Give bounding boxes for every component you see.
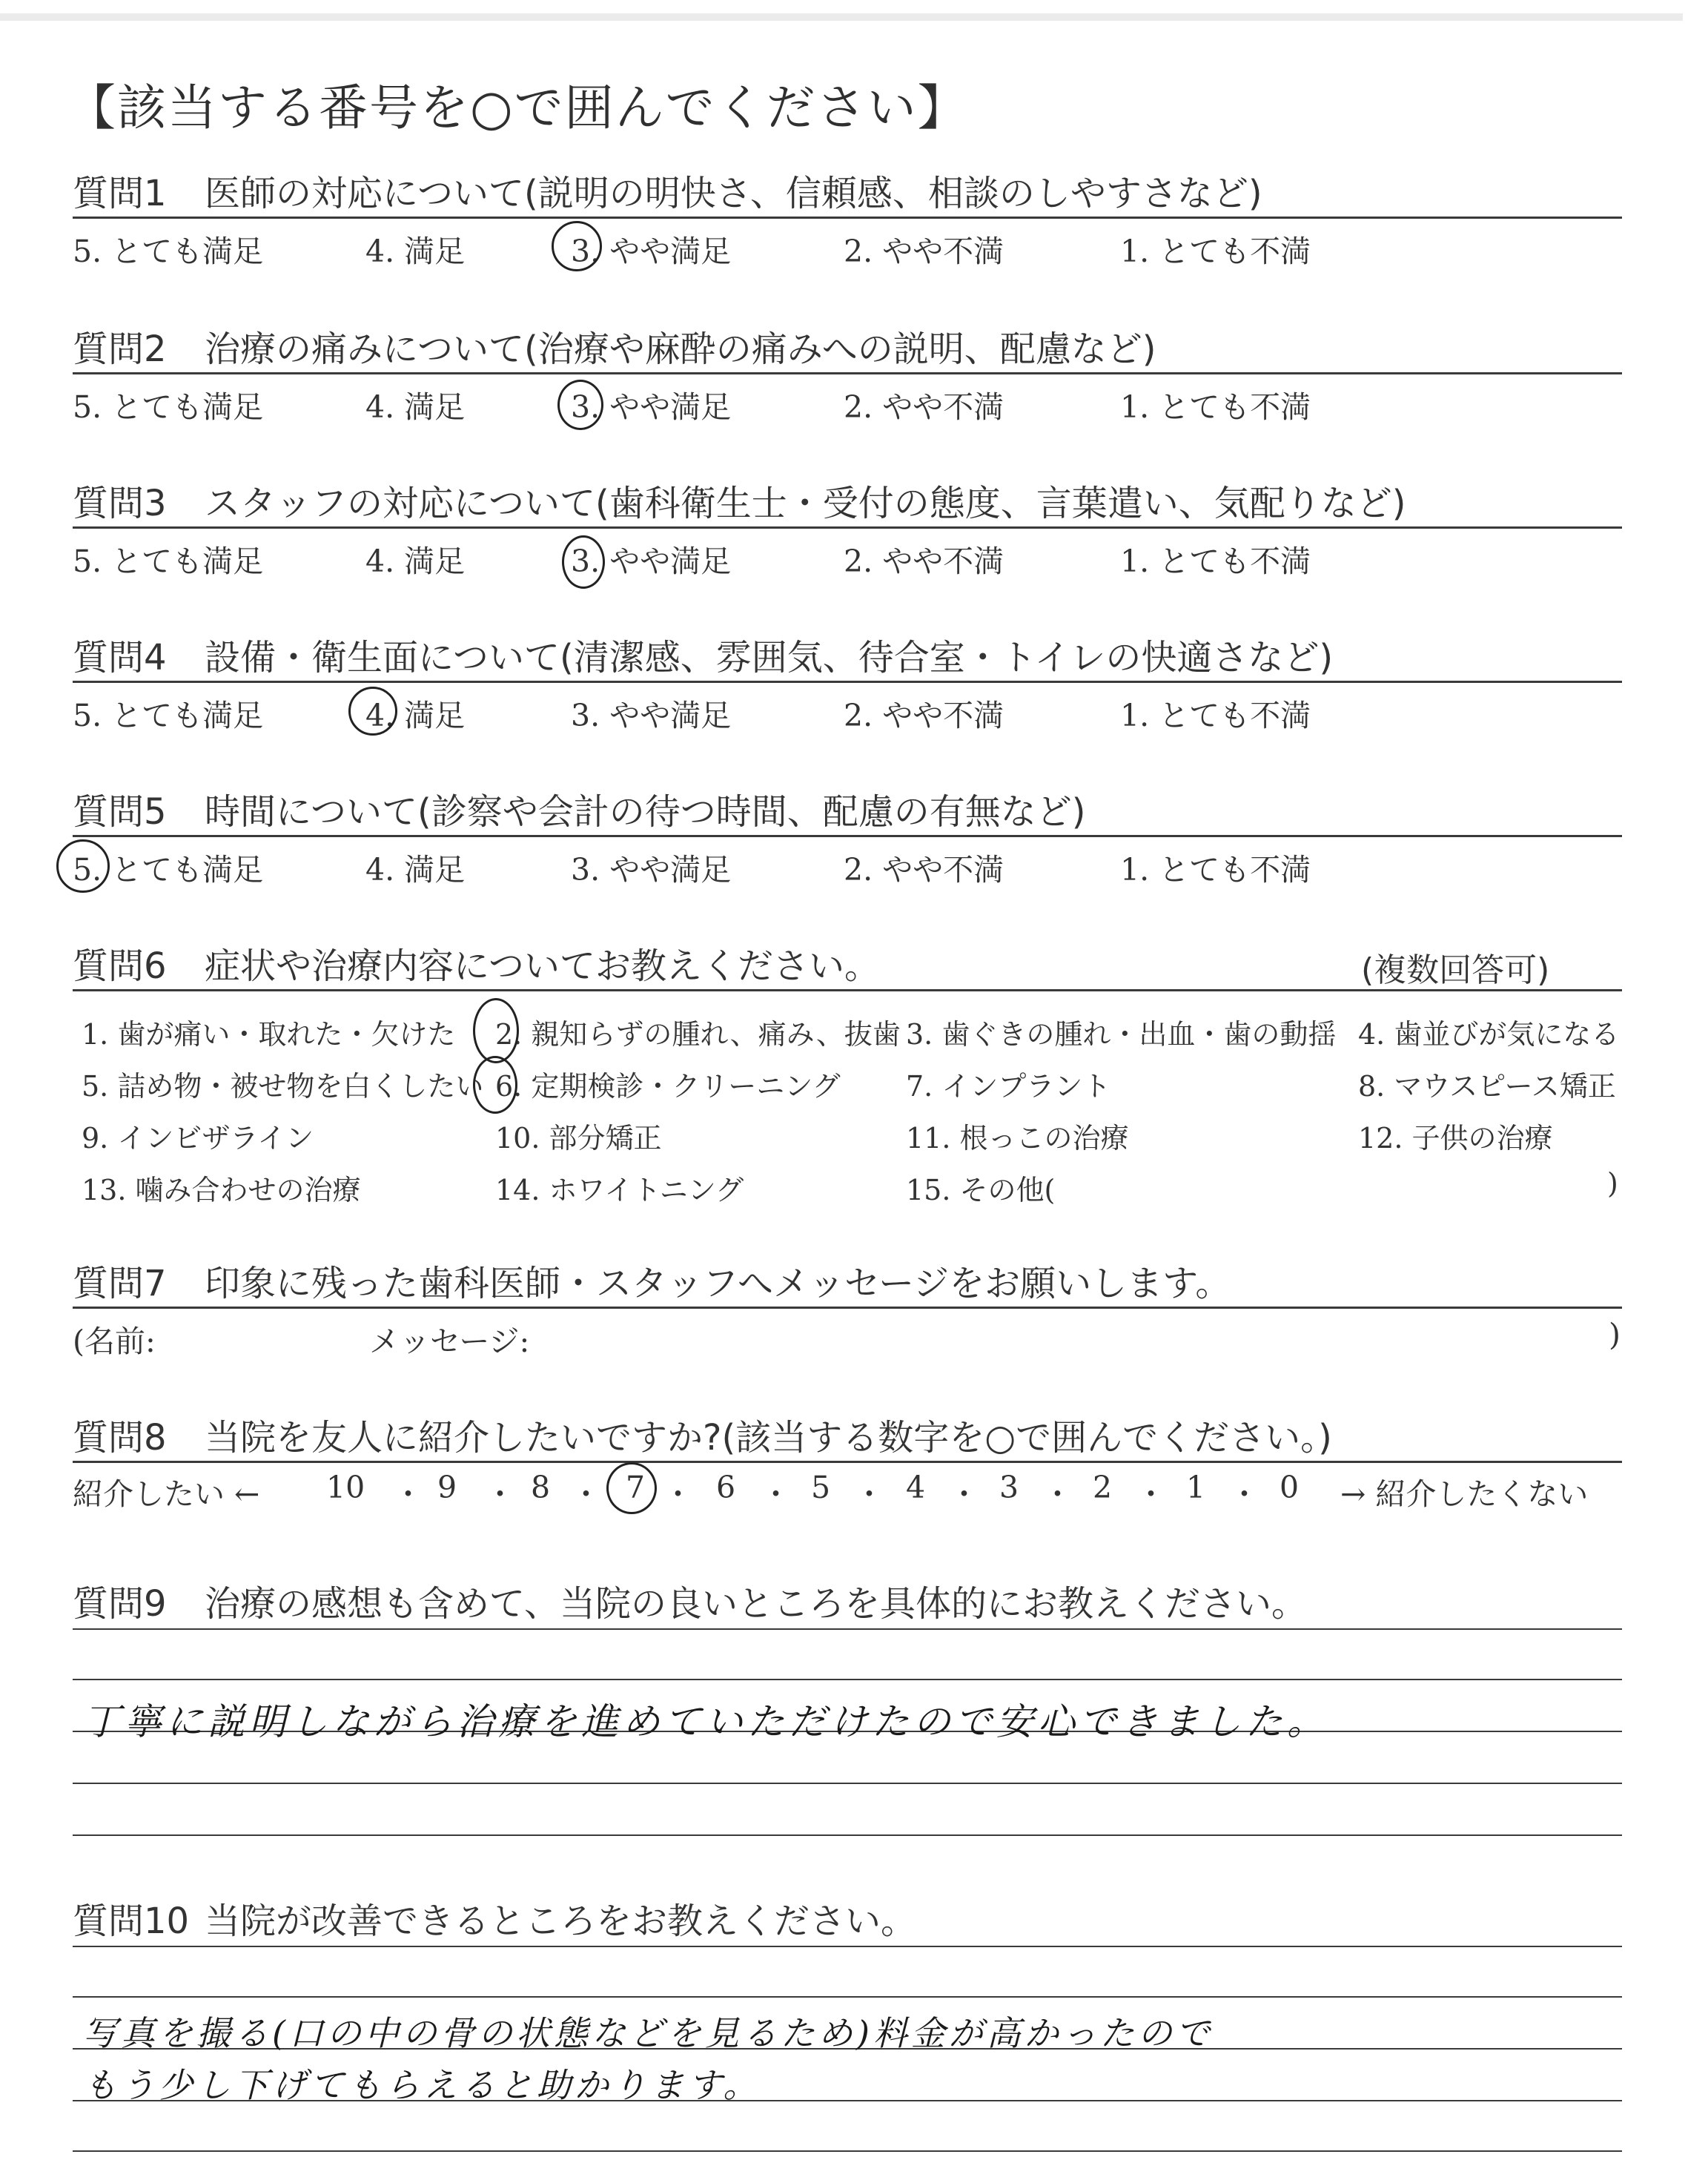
scale-2[interactable]: 2 (1093, 1470, 1113, 1505)
option-4[interactable]: 4. 満足 (365, 234, 466, 269)
q6-option-10[interactable]: 10. 部分矯正 (495, 1122, 662, 1155)
option-4[interactable]: 4. 満足 (365, 544, 466, 579)
selection-circle (562, 535, 605, 589)
q6-option-14[interactable]: 14. ホワイトニング (495, 1174, 744, 1206)
question-title: 印象に残った歯科医師・スタッフへメッセージをお願いします。 (205, 1263, 1231, 1304)
answer-line (73, 2150, 1622, 2152)
option-4[interactable]: 4. 満足 (365, 389, 466, 425)
divider (73, 681, 1622, 683)
handwritten-answer-q10-line2: もう少し下げてもらえると助かります。 (83, 2065, 761, 2105)
option-2[interactable]: 2. やや不満 (844, 698, 1004, 733)
option-5[interactable]: 5. とても満足 (73, 234, 264, 269)
scale-4[interactable]: 4 (906, 1470, 926, 1505)
question-number: 質問6 (73, 945, 167, 987)
question-5 (73, 783, 1622, 888)
question-title: 医師の対応について(説明の明快さ、信頼感、相談のしやすさなど) (205, 173, 1262, 214)
message-label: メッセージ: (369, 1324, 530, 1359)
selection-circle (348, 687, 397, 736)
scale-dot: ・ (571, 1476, 601, 1512)
question-title: 治療の感想も含めて、当院の良いところを具体的にお教えください。 (205, 1583, 1308, 1625)
option-1[interactable]: 1. とても不満 (1120, 234, 1311, 269)
q6-option-7[interactable]: 7. インプラント (906, 1070, 1111, 1103)
question-title: 当院を友人に紹介したいですか?(該当する数字を○で囲んでください。) (205, 1417, 1332, 1459)
q6-option-13[interactable]: 13. 噛み合わせの治療 (82, 1174, 361, 1206)
question-7 (73, 1255, 1622, 1359)
divider (73, 372, 1622, 374)
question-title: 当院が改善できるところをお教えください。 (205, 1900, 917, 1942)
scale-dot: ・ (761, 1476, 791, 1512)
scale-5[interactable]: 5 (811, 1470, 831, 1505)
scale-7[interactable]: 7 (626, 1470, 646, 1505)
recommend-right-label: → 紹介したくない (1340, 1476, 1589, 1512)
answer-line (73, 1946, 1622, 1947)
selection-circle (552, 221, 602, 271)
option-2[interactable]: 2. やや不満 (844, 389, 1004, 425)
option-5[interactable]: 5. とても満足 (73, 389, 264, 425)
selection-circle (557, 380, 603, 430)
scale-0[interactable]: 0 (1280, 1470, 1300, 1505)
scale-dot: ・ (663, 1476, 693, 1512)
question-3 (73, 475, 1622, 579)
scale-8[interactable]: 8 (531, 1470, 551, 1505)
scale-9[interactable]: 9 (437, 1470, 457, 1505)
scan-edge (0, 13, 1683, 21)
question-4 (73, 629, 1622, 733)
question-title: 時間について(診察や会計の待つ時間、配慮の有無など) (205, 791, 1086, 833)
q6-option-9[interactable]: 9. インビザライン (82, 1122, 314, 1155)
divider (73, 1461, 1622, 1463)
recommend-left-label: 紹介したい ← (73, 1476, 260, 1512)
name-label: (名前: (73, 1324, 156, 1359)
answer-line (73, 1679, 1622, 1680)
selection-circle (56, 839, 110, 893)
multiple-answers-note: (複数回答可) (1361, 951, 1550, 989)
selection-circle (473, 998, 519, 1063)
question-number: 質問1 (73, 173, 167, 214)
option-3[interactable]: 3. やや満足 (571, 698, 732, 733)
q6-option-4[interactable]: 4. 歯並びが気になる (1358, 1018, 1620, 1051)
divider (73, 835, 1622, 837)
question-title: スタッフの対応について(歯科衛生士・受付の態度、言葉遣い、気配りなど) (205, 483, 1406, 524)
selection-circle (473, 1056, 517, 1114)
form-instruction: 【該当する番号を○で囲んでください】 (67, 79, 968, 136)
question-1 (73, 165, 1622, 269)
scale-dot: ・ (393, 1476, 423, 1512)
option-4[interactable]: 4. 満足 (365, 698, 466, 733)
option-3[interactable]: 3. やや満足 (571, 389, 732, 425)
question-number: 質問4 (73, 637, 167, 678)
divider (73, 1307, 1622, 1309)
scale-dot: ・ (1042, 1476, 1073, 1512)
divider (73, 989, 1622, 991)
q6-option-8[interactable]: 8. マウスピース矯正 (1358, 1070, 1616, 1103)
question-title: 治療の痛みについて(治療や麻酔の痛みへの説明、配慮など) (205, 328, 1156, 370)
q6-option-1[interactable]: 1. 歯が痛い・取れた・欠けた (82, 1018, 456, 1051)
scale-dot: ・ (949, 1476, 979, 1512)
question-number: 質問5 (73, 791, 167, 833)
q6-option-5[interactable]: 5. 詰め物・被せ物を白くしたい (82, 1070, 484, 1103)
answer-line (73, 1628, 1622, 1630)
divider (73, 526, 1622, 529)
close-paren: ) (1609, 1317, 1621, 1353)
scale-dot: ・ (1229, 1476, 1260, 1512)
answer-line (73, 1783, 1622, 1784)
question-number: 質問2 (73, 328, 167, 370)
handwritten-answer-q9: 丁寧に説明しながら治療を進めていただけたので安心できました。 (83, 1700, 1328, 1743)
scale-dot: ・ (854, 1476, 884, 1512)
scale-1[interactable]: 1 (1186, 1470, 1206, 1505)
divider (73, 217, 1622, 219)
q6-other-close-paren: ) (1607, 1167, 1618, 1200)
q6-option-12[interactable]: 12. 子供の治療 (1358, 1122, 1553, 1155)
question-10 (73, 1892, 1622, 1952)
option-2[interactable]: 2. やや不満 (844, 852, 1004, 888)
question-number: 質問10 (73, 1900, 190, 1942)
option-3[interactable]: 3. やや満足 (571, 852, 732, 888)
scale-10[interactable]: 10 (326, 1470, 365, 1505)
option-3[interactable]: 3. やや満足 (571, 234, 732, 269)
option-1[interactable]: 1. とても不満 (1120, 698, 1311, 733)
option-5[interactable]: 5. とても満足 (73, 698, 264, 733)
option-2[interactable]: 2. やや不満 (844, 234, 1004, 269)
scale-6[interactable]: 6 (716, 1470, 736, 1505)
answer-line (73, 1996, 1622, 1998)
question-number: 質問3 (73, 483, 167, 524)
selection-circle (606, 1462, 657, 1514)
q6-option-6[interactable]: 6. 定期検診・クリーニング (495, 1070, 841, 1103)
scale-3[interactable]: 3 (999, 1470, 1019, 1505)
option-5[interactable]: 5. とても満足 (73, 852, 264, 888)
option-4[interactable]: 4. 満足 (365, 852, 466, 888)
question-9 (73, 1575, 1622, 1634)
option-1[interactable]: 1. とても不満 (1120, 852, 1311, 888)
handwritten-answer-q10-line1: 写真を撮る(口の中の骨の状態などを見るため)料金が高かったので (83, 2013, 1214, 2053)
option-2[interactable]: 2. やや不満 (844, 544, 1004, 579)
q6-option-15[interactable]: 15. その他( (906, 1174, 1056, 1206)
question-6 (73, 937, 1622, 1219)
answer-line (73, 1834, 1622, 1836)
q6-option-2[interactable]: 2. 親知らずの腫れ、痛み、抜歯 (495, 1018, 901, 1051)
question-number: 質問7 (73, 1263, 167, 1304)
option-3[interactable]: 3. やや満足 (571, 544, 732, 579)
q6-option-3[interactable]: 3. 歯ぐきの腫れ・出血・歯の動揺 (906, 1018, 1337, 1051)
question-number: 質問8 (73, 1417, 167, 1459)
scale-dot: ・ (1136, 1476, 1166, 1512)
option-1[interactable]: 1. とても不満 (1120, 389, 1311, 425)
option-1[interactable]: 1. とても不満 (1120, 544, 1311, 579)
q6-option-11[interactable]: 11. 根っこの治療 (906, 1122, 1129, 1155)
question-2 (73, 320, 1622, 425)
question-title: 設備・衛生面について(清潔感、雰囲気、待合室・トイレの快適さなど) (205, 637, 1334, 678)
scale-dot: ・ (485, 1476, 515, 1512)
option-5[interactable]: 5. とても満足 (73, 544, 264, 579)
question-title: 症状や治療内容についてお教えください。 (205, 945, 881, 987)
question-number: 質問9 (73, 1583, 167, 1625)
